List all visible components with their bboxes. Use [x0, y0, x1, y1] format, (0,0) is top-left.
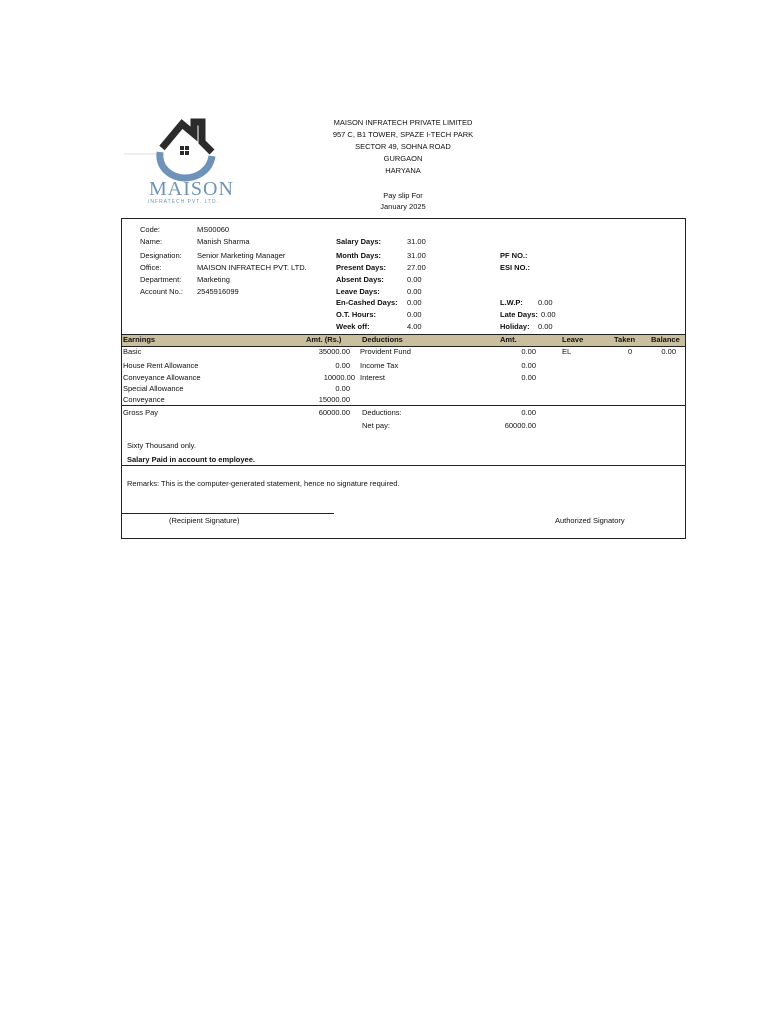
house-logo-icon: [122, 112, 234, 182]
deduction-amount: 0.00: [521, 361, 536, 370]
earning-name: House Rent Allowance: [123, 361, 199, 370]
earning-amount: 0.00: [335, 361, 350, 370]
logo-wordmark: MAISON: [149, 178, 234, 200]
designation-value: Senior Marketing Manager: [197, 251, 286, 260]
designation-label: Designation:: [140, 251, 182, 260]
attendance-value: 31.00: [407, 251, 426, 260]
leave-header: Leave: [562, 335, 584, 344]
leave-taken: 0: [628, 347, 633, 356]
name-value: Manish Sharma: [197, 237, 250, 246]
company-logo: [122, 112, 234, 210]
attendance-label: Week off:: [336, 322, 370, 331]
deduction-amount-header: Amt.: [500, 335, 517, 344]
recipient-signature-line: [122, 513, 334, 514]
slip-title: Pay slip For: [383, 191, 423, 200]
attendance-label: O.T. Hours:: [336, 310, 377, 319]
company-name: MAISON INFRATECH PRIVATE LIMITED: [333, 118, 473, 127]
logo-subtext: INFRATECH PVT. LTD.: [148, 199, 220, 205]
divider-gross: [121, 405, 686, 406]
deduction-amount: 0.00: [521, 373, 536, 382]
earning-name: Conveyance Allowance: [123, 373, 201, 382]
earning-amount: 35000.00: [318, 347, 350, 356]
total-deductions-value: 0.00: [521, 408, 536, 417]
attendance-value: 0.00: [407, 287, 422, 296]
table-header-bar: [122, 334, 685, 347]
amount-in-words: Sixty Thousand only.: [127, 441, 196, 450]
account-value: 2545916099: [197, 287, 239, 296]
office-label: Office:: [140, 263, 162, 272]
code-value: MS00060: [197, 225, 230, 234]
taken-header: Taken: [614, 335, 636, 344]
payment-note: Salary Paid in account to employee.: [127, 455, 255, 464]
earning-name: Conveyance: [123, 395, 165, 404]
holiday-value: 0.00: [538, 322, 553, 331]
lwp-label: L.W.P:: [500, 298, 523, 307]
code-label: Code:: [140, 225, 161, 234]
authorized-signatory: Authorized Signatory: [555, 516, 625, 525]
leave-balance: 0.00: [661, 347, 676, 356]
attendance-label: Salary Days:: [336, 237, 382, 246]
deduction-name: Provident Fund: [360, 347, 411, 356]
esi-label: ESI NO.:: [500, 263, 531, 272]
company-state: HARYANA: [385, 166, 421, 175]
net-pay-value: 60000.00: [504, 421, 536, 430]
total-deductions-label: Deductions:: [362, 408, 402, 417]
earning-name: Special Allowance: [123, 384, 184, 393]
department-value: Marketing: [197, 275, 230, 284]
attendance-value: 0.00: [407, 275, 422, 284]
attendance-value: 4.00: [407, 322, 422, 331]
attendance-label: Present Days:: [336, 263, 387, 272]
deductions-header: Deductions: [362, 335, 403, 344]
attendance-value: 0.00: [407, 310, 422, 319]
attendance-label: Month Days:: [336, 251, 381, 260]
late-days-value: 0.00: [541, 310, 556, 319]
remarks: Remarks: This is the computer-generated statement, hence no signature required.: [127, 479, 400, 488]
attendance-value: 31.00: [407, 237, 426, 246]
earning-amount: 10000.00: [323, 373, 355, 382]
attendance-label: Absent Days:: [336, 275, 384, 284]
company-city: GURGAON: [383, 154, 423, 163]
earning-amount: 15000.00: [318, 395, 350, 404]
name-label: Name:: [140, 237, 163, 246]
amount-header: Amt. (Rs.): [306, 335, 342, 344]
gross-pay-value: 60000.00: [318, 408, 350, 417]
attendance-label: Leave Days:: [336, 287, 380, 296]
earning-name: Basic: [123, 347, 142, 356]
divider-remarks: [121, 465, 686, 466]
balance-header: Balance: [651, 335, 680, 344]
net-pay-label: Net pay:: [362, 421, 390, 430]
earning-amount: 0.00: [335, 384, 350, 393]
recipient-signature: (Recipient Signature): [169, 516, 240, 525]
deduction-name: Interest: [360, 373, 386, 382]
attendance-label: En-Cashed Days:: [336, 298, 398, 307]
pf-label: PF NO.:: [500, 251, 528, 260]
leave-type: EL: [562, 347, 572, 356]
deduction-name: Income Tax: [360, 361, 399, 370]
office-value: MAISON INFRATECH PVT. LTD.: [197, 263, 307, 272]
company-address-1: 957 C, B1 TOWER, SPAZE I-TECH PARK: [332, 130, 474, 139]
slip-period: January 2025: [380, 202, 426, 211]
attendance-value: 0.00: [407, 298, 422, 307]
account-label: Account No.:: [140, 287, 183, 296]
late-days-label: Late Days:: [500, 310, 538, 319]
department-label: Department:: [140, 275, 182, 284]
company-address-2: SECTOR 49, SOHNA ROAD: [355, 142, 451, 151]
attendance-value: 27.00: [407, 263, 426, 272]
deduction-amount: 0.00: [521, 347, 536, 356]
earnings-header: Earnings: [123, 335, 156, 344]
lwp-value: 0.00: [538, 298, 553, 307]
gross-pay-label: Gross Pay: [123, 408, 159, 417]
holiday-label: Holiday:: [500, 322, 530, 331]
